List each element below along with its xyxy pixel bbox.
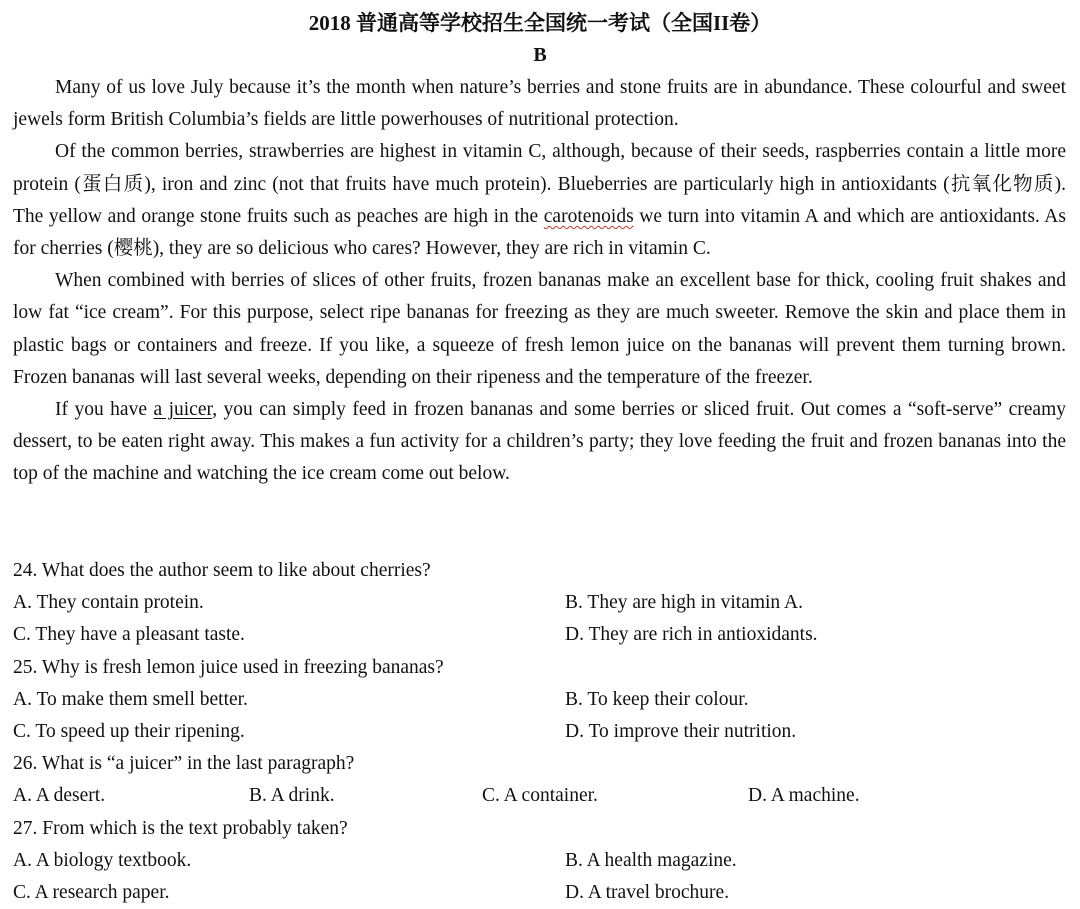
question-25-option-a[interactable]: A. To make them smell better. [13,688,248,710]
question-24-option-d[interactable]: D. They are rich in antioxidants. [565,624,818,646]
paragraph-3: When combined with berries of slices of other fruits, frozen bananas make an excellent base for thick, cooling fruit shakes and low fat “ice cream”. For this purpose, select ripe bananas for freezing as they are much sweeter. Remove the skin and place them in plastic bags or containers and freeze. If you like, a squeeze of fresh lemon juice on the bananas will prevent them turning brown. Frozen bananas will last several weeks, depending on their ripeness and the temperature of the freezer. [13,270,1066,388]
question-list [13,555,1066,909]
paragraph-4-part-a: If you have [55,399,154,421]
paragraph-4 [13,394,1066,491]
paragraph-4-part-b: , you can simply feed in frozen bananas and some berries or sliced fruit. Out comes a “soft-serve” creamy dessert, to be eaten right away. This makes a fun activity for a children’s party; they love feeding the fruit and frozen bananas into the top of the machine and watching the ice cream come out below. [13,399,1066,485]
section-label: B [533,44,547,66]
question-26-option-d[interactable]: D. A machine. [748,785,860,807]
question-25-option-c[interactable]: C. To speed up their ripening. [13,721,245,743]
question-24-option-b[interactable]: B. They are high in vitamin A. [565,592,803,614]
question-26-option-b[interactable]: B. A drink. [249,785,335,807]
question-25-stem: 25. Why is fresh lemon juice used in freezing bananas? [13,656,444,678]
paragraph-1: Many of us love July because it’s the month when nature’s berries and stone fruits are in abundance. These colourful and sweet jewels form British Columbia’s fields are little powerhouses of nutritional protection. [13,77,1066,131]
question-24-options-row-1 [13,587,1066,619]
question-27-option-b[interactable]: B. A health magazine. [565,849,737,871]
underlined-phrase-a-juicer: a juicer [153,399,213,421]
paragraph-2 [13,136,1066,265]
question-27-option-c[interactable]: C. A research paper. [13,882,170,904]
question-24-stem: 24. What does the author seem to like about cherries? [13,560,431,581]
question-27-option-a[interactable]: A. A biology textbook. [13,849,192,871]
question-25-option-d[interactable]: D. To improve their nutrition. [565,721,797,743]
question-24-options-row-2 [13,619,1066,651]
question-24-option-a[interactable]: A. They contain protein. [13,592,204,614]
question-26-option-c[interactable]: C. A container. [482,785,598,807]
question-27-options-row-2 [13,877,1066,909]
underlined-word-carotenoids: carotenoids [543,205,634,227]
question-25-option-b[interactable]: B. To keep their colour. [565,688,749,710]
question-26-option-a[interactable]: A. A desert. [13,785,106,807]
question-27-stem: 27. From which is the text probably taken? [13,817,348,839]
reading-passage [13,72,1066,491]
question-26-options-row [13,780,1066,812]
question-25-options-row-1 [13,684,1066,716]
paragraph-2-part-b: we turn into vitamin A and which are antioxidants. As for cherries (樱桃), they are so delicious who cares? However, they are rich in vitamin C. [13,205,1066,260]
question-27-options-row-1 [13,845,1066,877]
paragraph-2-part-a: Of the common berries, strawberries are highest in vitamin C, although, because of their seeds, raspberries contain a little more protein (蛋白质), iron and zinc (not that fruits have much protein). Blueberries are particularly high in antioxidants (抗氧化物质). The yellow and orange stone fruits such as peaches are high in the [13,141,1066,227]
question-24-option-c[interactable]: C. They have a pleasant taste. [13,624,245,646]
question-27-option-d[interactable]: D. A travel brochure. [565,882,730,904]
exam-title: 2018 普通高等学校招生全国统一考试（全国II卷） [308,11,772,35]
question-25-options-row-2 [13,716,1066,748]
question-26-stem: 26. What is “a juicer” in the last paragraph? [13,753,355,775]
